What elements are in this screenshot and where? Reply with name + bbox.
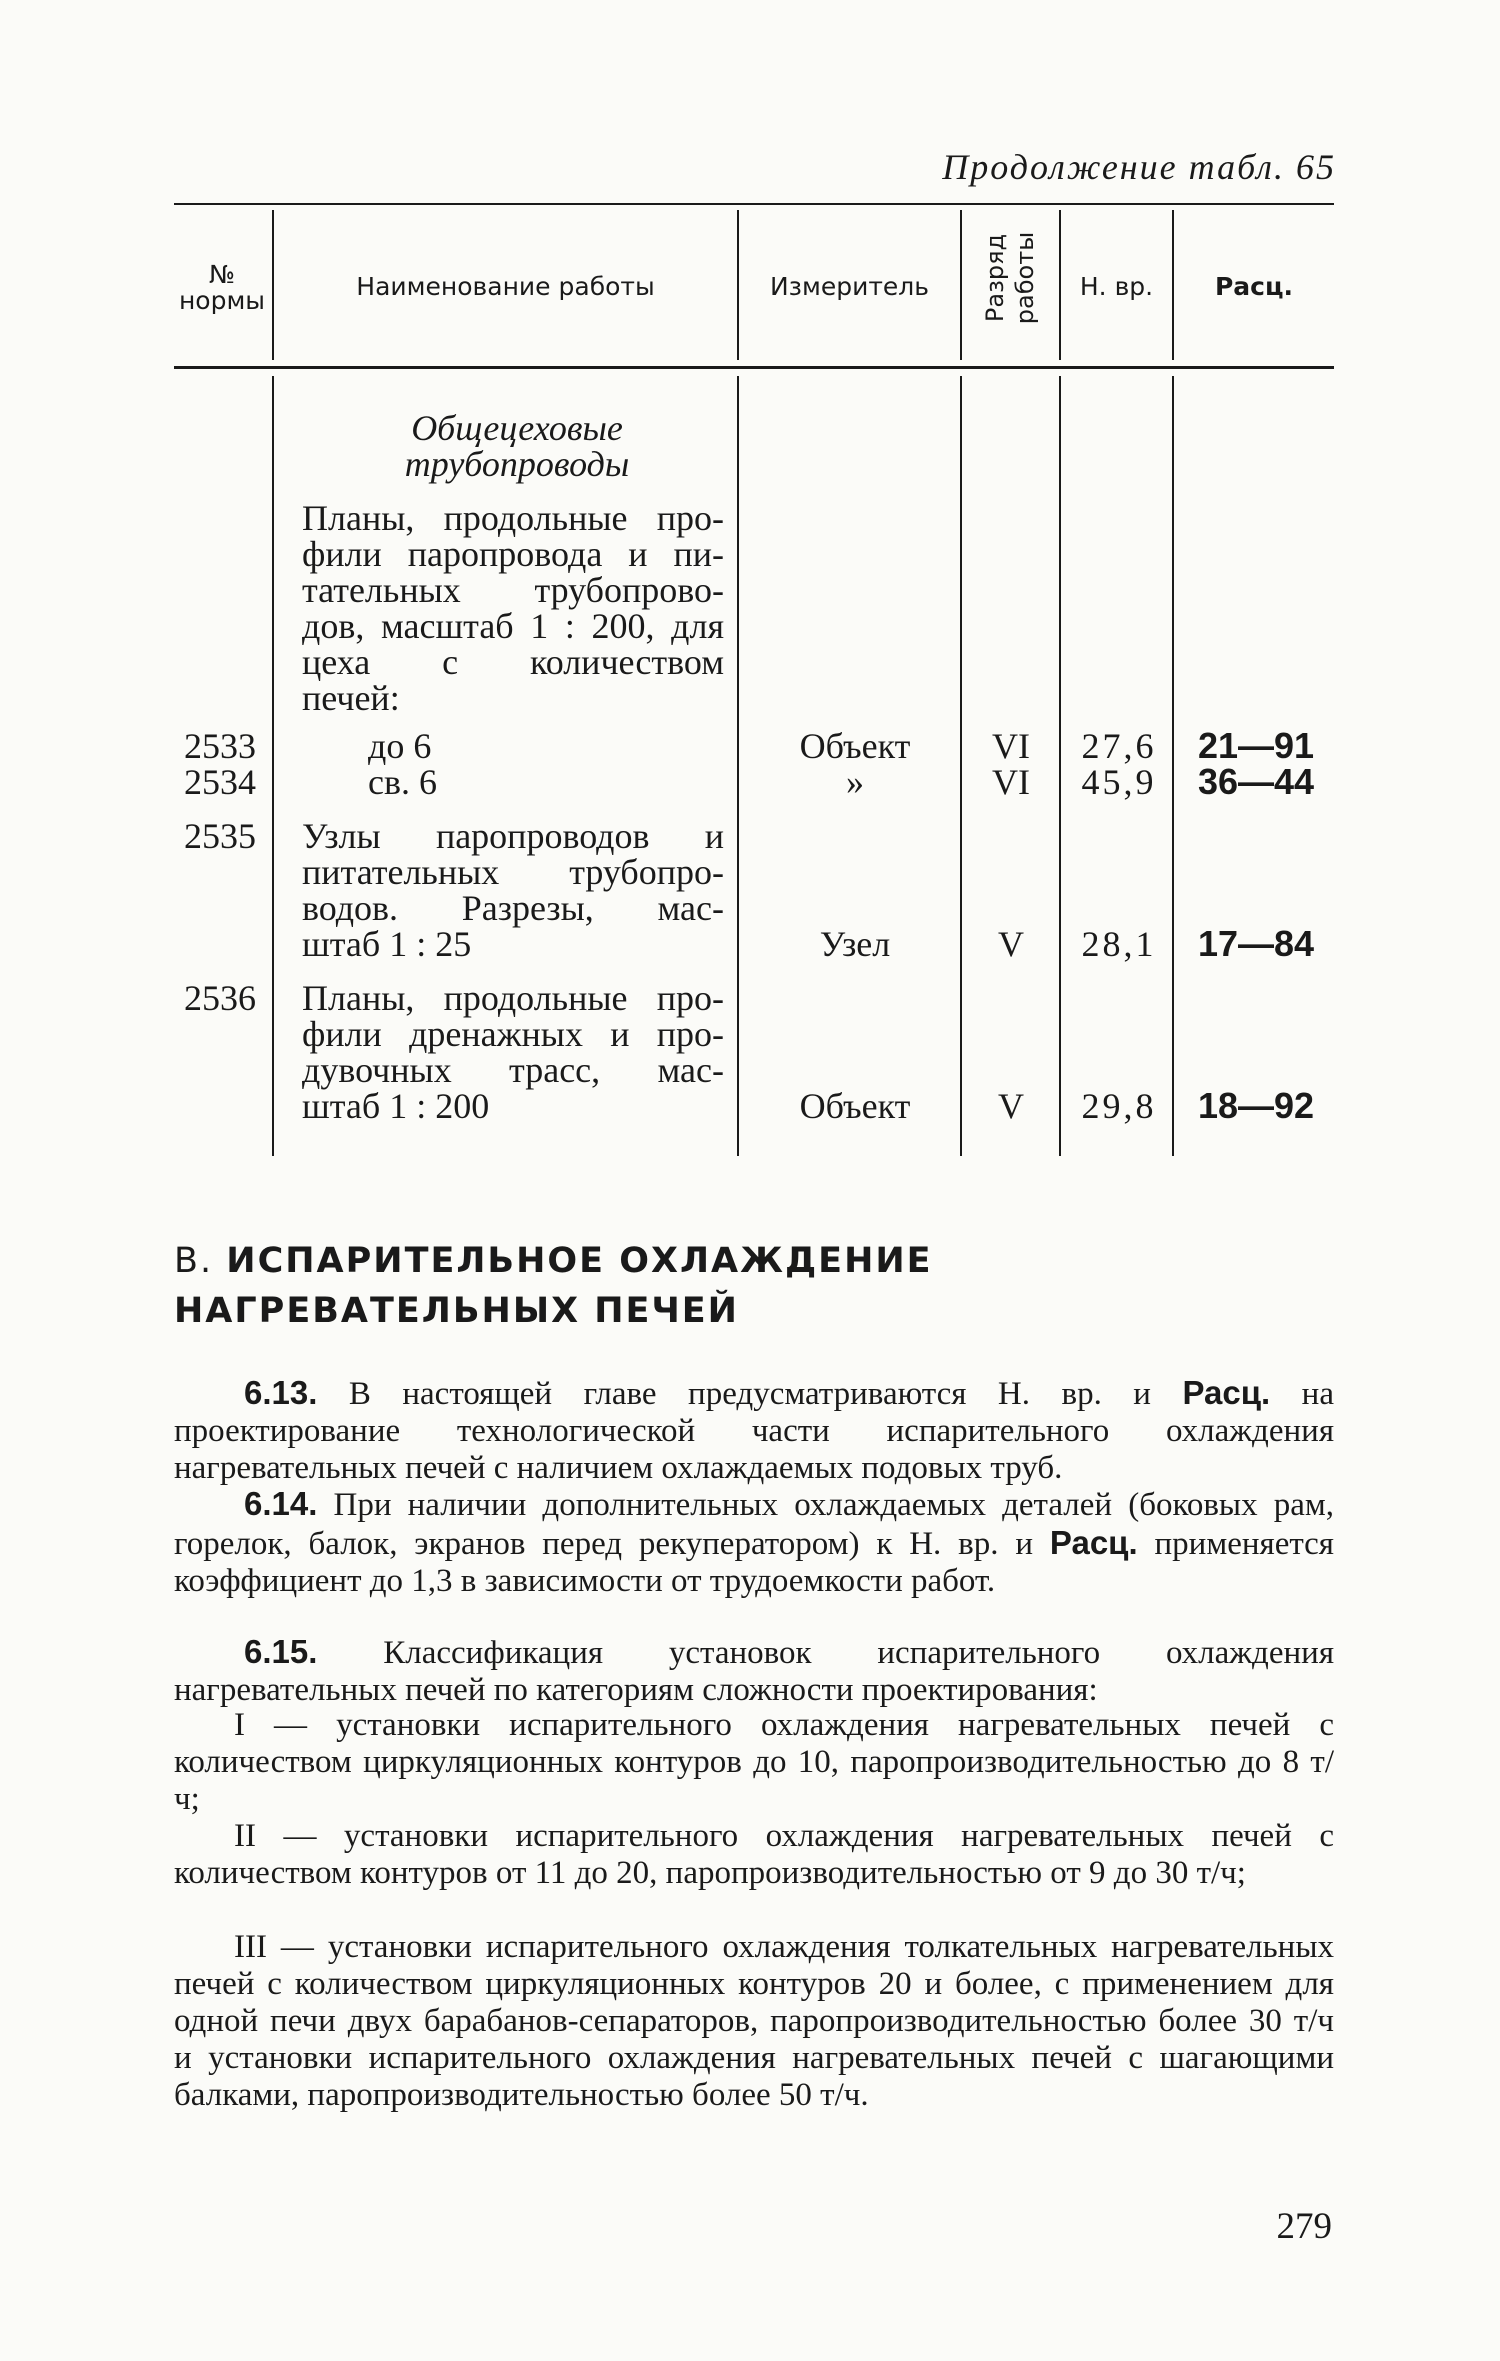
group-line: дов, масштаб 1 : 200, [302,606,655,646]
section-heading-text2: НАГРЕВАТЕЛЬНЫХ ПЕЧЕЙ [174,1291,739,1331]
row-line: водов. Разрезы, мас- [302,888,724,928]
group-line: тательных трубопрово- [302,570,724,610]
group-line: Планы, продольные про- [302,498,724,538]
header-grade [980,218,1040,338]
section-heading-prefix: В. [174,1241,214,1281]
row-rate: 18—92 [1197,1085,1315,1126]
row-description [302,818,724,962]
row-grade: VI [992,762,1030,802]
row-rate: 17—84 [1197,923,1315,964]
paragraph-number: 6.15. [244,1633,318,1670]
group-line: для цеха с количеством [302,606,725,682]
row-line: Планы, продольные про- [302,978,724,1018]
row-measure: Узел [819,924,891,964]
header-rate: Расц. [1214,272,1294,301]
section-title-line1: Общецеховые [411,408,623,448]
row-grade: VI [992,726,1030,766]
row-description [302,980,724,1124]
paragraph-number: 6.13. [244,1374,318,1411]
row-line: дувочных трасс, мас- [302,1050,724,1090]
row-rate: 21—91 [1197,725,1315,766]
paragraph-bold: Расц. [1182,1374,1271,1411]
category-1: I — установки испарительного охлаждения нагревательных печей с количеством циркуляционных контуров до 10, паропроизводительностью до 8 т/ч; [174,1707,1334,1817]
group-line: печей: [302,678,400,718]
header-code [172,262,272,314]
header-code-line1: № [208,260,235,289]
row-line: штаб 1 : 25 [302,924,472,964]
header-grade-line1: Разряд [981,233,1009,323]
paragraph-6-15 [174,1633,1334,1709]
paragraph-6-14 [174,1485,1334,1600]
table-top-rule [174,203,1334,205]
row-grade: V [998,1086,1024,1126]
row-line: Узлы паропроводов и [302,816,724,856]
row-line: фили дренажных и про- [302,1014,724,1054]
row-rate: 36—44 [1197,761,1315,802]
paragraph-bold: Расц. [1049,1524,1138,1561]
header-grade-line2: работы [1011,231,1039,325]
header-name: Наименование работы [356,272,655,301]
category-3: III — установки испарительного охлаждения толкательных нагревательных печей с количеством циркуляционных контуров 20 и более, с применением для одной печи двух барабанов-сепараторов, паропроизводительностью более 30 т/ч и установки испарительного охлаждения нагревательных печей с шагающими балками, паропроизводительностью более 50 т/ч. [174,1929,1334,2113]
row-line: питательных трубопро- [302,852,724,892]
paragraph-text: на проектирование технологической части испарительного охлаждения нагревательных печей с наличием охлаждаемых подовых труб. [174,1376,1334,1486]
column-divider [960,210,962,360]
row-time: 28,1 [1081,924,1157,964]
row-code: 2534 [184,762,256,802]
paragraph-text: Классификация установок испарительного охлаждения нагревательных печей по категориям сложности проектирования: [174,1635,1334,1708]
paragraph-text: применяется коэффициент до 1,3 в зависимости от трудоемкости работ. [174,1526,1334,1599]
section-heading [174,1236,933,1336]
section-heading-line2 [174,1286,933,1336]
row-code: 2535 [184,816,256,856]
row-item: до 6 [368,726,432,766]
row-code: 2533 [184,726,256,766]
group-description [302,500,724,716]
row-measure: Объект [799,1086,911,1126]
page-number: 279 [1276,2206,1332,2247]
row-measure: » [846,762,864,802]
category-2: II — установки испарительного охлаждения нагревательных печей с количеством контуров от 11 до 20, паропроизводительностью от 9 до 30 т/ч; [174,1818,1334,1891]
header-measure: Измеритель [769,272,929,301]
header-time: Н. вр. [1079,272,1154,301]
row-measure: Объект [799,726,911,766]
row-time: 45,9 [1081,762,1157,802]
section-heading-text1: ИСПАРИТЕЛЬНОЕ ОХЛАЖДЕНИЕ [226,1241,933,1281]
section-title-line2: трубопроводы [404,444,630,484]
table-header-rule [174,366,1334,369]
row-code: 2536 [184,978,256,1018]
row-time: 29,8 [1081,1086,1157,1126]
section-heading-line1 [174,1236,933,1286]
group-line: фили паропровода и пи- [302,534,724,574]
header-code-line2: нормы [178,286,266,315]
paragraph-number: 6.14. [244,1485,318,1522]
paragraph-text: При наличии дополнительных охлаждаемых деталей (боковых рам, горелок, балок, экранов перед рекуператором) к Н. вр. и [174,1487,1334,1562]
row-grade: V [998,924,1024,964]
table-continuation-label: Продолжение табл. 65 [942,147,1336,187]
row-time: 27,6 [1081,726,1157,766]
column-divider [272,376,274,1156]
paragraph-text: В настоящей главе предусматриваются Н. вр. и [317,1376,1183,1412]
column-divider [737,376,739,1156]
row-item: св. 6 [368,762,437,802]
table-section-title [302,410,732,482]
row-line: штаб 1 : 200 [302,1086,490,1126]
paragraph-6-13 [174,1374,1334,1487]
